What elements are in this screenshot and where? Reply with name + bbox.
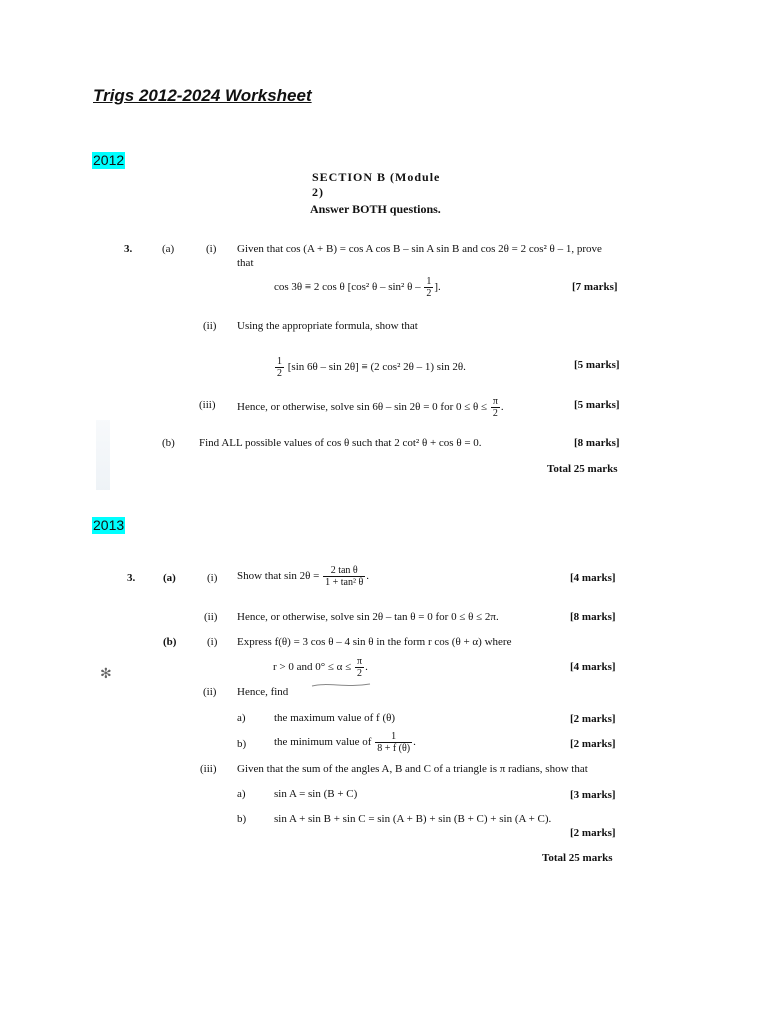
part-b-ii-a-label: a) <box>237 712 246 724</box>
part-b-iii-b-text: sin A + sin B + sin C = sin (A + B) + sin (B + C) + sin (A + C). <box>274 813 552 825</box>
part-a-i-text: Show that sin 2θ = $\frac{\text{2 tan θ}}{\text{1 + tan² θ}}$ . <box>237 565 370 588</box>
part-b-i-marks: [4 marks] <box>570 661 616 673</box>
question-number: 3. <box>127 572 136 584</box>
part-b-iii-b-marks: [2 marks] <box>570 827 616 839</box>
part-ii-label: (ii) <box>203 320 217 332</box>
part-b-label: (b) <box>162 437 175 449</box>
part-b-iii-b-label: b) <box>237 813 247 825</box>
part-iii-marks: [5 marks] <box>574 399 620 411</box>
part-a-i-label: (i) <box>207 572 218 584</box>
fraction: $\frac{1}{2}$ <box>277 356 282 379</box>
part-ii-text: Using the appropriate formula, show that <box>237 320 418 332</box>
part-b-ii-b-text: the minimum value of $\frac{1}{8 + f (\theta)}$ . <box>274 731 416 754</box>
fraction: $\frac{\text{2 tan θ}}{\text{1 + tan² θ}}$ <box>325 565 364 588</box>
part-i-text-line1: Given that cos (A + B) = cos A cos B – sin A sin B and cos 2θ = 2 cos² θ – 1, prove <box>237 243 602 255</box>
part-a-ii-label: (ii) <box>204 611 218 623</box>
part-b-ii-a-marks: [2 marks] <box>570 713 616 725</box>
pencil-underline <box>310 680 372 690</box>
part-b-ii-text: Hence, find <box>237 686 289 698</box>
part-b-label: (b) <box>163 636 177 648</box>
part-b-ii-b-marks: [2 marks] <box>570 738 616 750</box>
part-i-label: (i) <box>206 243 217 255</box>
part-i-marks: [7 marks] <box>572 281 618 293</box>
part-a-ii-marks: [8 marks] <box>570 611 616 623</box>
part-ii-marks: [5 marks] <box>574 359 620 371</box>
part-b-text: Find ALL possible values of cos θ such that 2 cot² θ + cos θ = 0. <box>199 437 482 449</box>
scan-smudge <box>96 420 110 490</box>
fraction: $\frac{1}{2}$ <box>426 276 432 299</box>
fraction: $\frac{\pi}{2}$ <box>492 396 498 419</box>
instruction: Answer BOTH questions. <box>310 202 441 216</box>
part-b-i-label: (i) <box>207 636 218 648</box>
asterisk-mark-icon: ✻ <box>100 666 112 682</box>
worksheet-title: Trigs 2012-2024 Worksheet <box>93 86 312 105</box>
part-b-iii-a-label: a) <box>237 788 246 800</box>
part-b-i-condition: r > 0 and 0° ≤ α ≤ $\frac{\pi}{2}$ . <box>273 656 368 679</box>
part-a-ii-text: Hence, or otherwise, solve sin 2θ – tan θ = 0 for 0 ≤ θ ≤ 2π. <box>237 611 499 623</box>
part-b-ii-a-text: the maximum value of f (θ) <box>274 712 396 724</box>
part-b-ii-b-label: b) <box>237 738 247 750</box>
total-marks: Total 25 marks <box>547 463 618 475</box>
fraction: $\frac{\pi}{2}$ <box>357 656 363 679</box>
part-b-iii-label: (iii) <box>200 763 217 775</box>
part-b-i-text: Express f(θ) = 3 cos θ – 4 sin θ in the form r cos (θ + α) where <box>237 636 512 648</box>
part-b-marks: [8 marks] <box>574 437 620 449</box>
total-marks: Total 25 marks <box>542 852 613 864</box>
part-b-iii-a-marks: [3 marks] <box>570 789 616 801</box>
part-iii-text: Hence, or otherwise, solve sin 6θ – sin 2θ = 0 for 0 ≤ θ ≤ $\frac{\pi}{2}$ . <box>237 396 504 419</box>
part-i-text-line2: that <box>237 257 254 269</box>
year-label-2013: 2013 <box>93 517 125 533</box>
part-a-label: (a) <box>162 243 175 255</box>
part-ii-formula: $\frac{1}{2}$ [sin 6θ – sin 2θ] ≡ (2 cos² 2θ – 1) sin 2θ. <box>277 356 466 379</box>
fraction: $\frac{1}{8 + f (\theta)}$ <box>377 731 411 754</box>
part-iii-label: (iii) <box>199 399 216 411</box>
section-header-cut: SECTION B (Module 2) <box>312 170 441 199</box>
part-a-i-marks: [4 marks] <box>570 572 616 584</box>
part-b-iii-text: Given that the sum of the angles A, B and C of a triangle is π radians, show that <box>237 763 588 775</box>
part-i-formula: cos 3θ ≡ 2 cos θ [cos² θ – sin² θ – $\frac{1}{2}$ ]. <box>274 276 441 299</box>
part-b-iii-a-text: sin A = sin (B + C) <box>274 788 358 800</box>
part-b-ii-label: (ii) <box>203 686 217 698</box>
year-label-2012: 2012 <box>93 152 125 168</box>
part-a-label: (a) <box>163 572 176 584</box>
question-number: 3. <box>124 243 133 255</box>
